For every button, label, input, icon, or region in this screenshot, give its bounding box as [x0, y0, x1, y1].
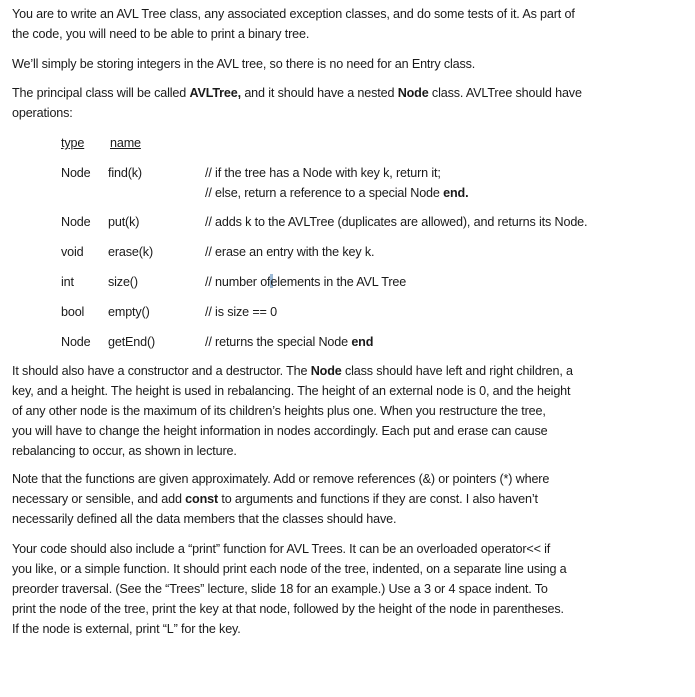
- op-description: [205, 185, 468, 201]
- text-segment: of any other node is the maximum of its children’s heights plus one. When you restructure the tree,: [12, 404, 546, 418]
- op-type: Node: [61, 335, 91, 349]
- text-segment: elements in the AVL Tree: [270, 275, 407, 289]
- op-name: erase(k): [108, 245, 153, 259]
- paragraph-1-line: [12, 56, 475, 72]
- paragraph-3-line: [12, 383, 570, 399]
- bold-text: end.: [443, 186, 469, 200]
- text-segment: Note that the functions are given approximately. Add or remove references (&) or pointers (*) where: [12, 472, 550, 486]
- op-name: size(): [108, 275, 138, 289]
- text-segment: The principal class will be called: [12, 86, 190, 100]
- op-description: [205, 165, 441, 181]
- table-header-type: type: [61, 136, 85, 150]
- op-type: Node: [61, 166, 91, 180]
- op-description: [205, 304, 277, 320]
- op-description: [205, 214, 587, 230]
- paragraph-4-line: [12, 471, 549, 487]
- text-segment: It should also have a constructor and a destructor. The: [12, 364, 311, 378]
- text-segment: class. AVLTree should have: [428, 86, 582, 100]
- text-segment: // adds k to the AVLTree (duplicates are allowed), and returns its Node.: [205, 215, 588, 229]
- text-segment: If the node is external, print “L” for the key.: [12, 622, 241, 636]
- op-type: int: [61, 275, 74, 289]
- paragraph-5-line: [12, 541, 550, 557]
- paragraph-5-line: [12, 601, 564, 617]
- paragraph-3-line: [12, 443, 237, 459]
- op-description: [205, 244, 374, 260]
- text-segment: necessarily defined all the data members that the classes should have.: [12, 512, 397, 526]
- op-name: put(k): [108, 215, 140, 229]
- bold-text: Node: [310, 364, 342, 378]
- op-name: getEnd(): [108, 335, 156, 349]
- text-segment: // else, return a reference to a special Node: [205, 186, 444, 200]
- paragraph-5-line: [12, 581, 548, 597]
- text-segment: preorder traversal. (See the “Trees” lecture, slide 18 for an example.) Use a 3 or 4 space indent. To: [12, 582, 548, 596]
- text-segment: print the node of the tree, print the key at that node, followed by the height of the node in parentheses.: [12, 602, 564, 616]
- text-segment: and it should have a nested: [240, 86, 398, 100]
- op-type: void: [61, 245, 84, 259]
- paragraph-5-line: [12, 621, 241, 637]
- paragraph-3-line: [12, 403, 546, 419]
- op-type: bool: [61, 305, 85, 319]
- paragraph-4-line: [12, 491, 538, 507]
- bold-text: AVLTree,: [189, 86, 241, 100]
- text-segment: to arguments and functions if they are const. I also haven’t: [218, 492, 538, 506]
- text-segment: // returns the special Node: [205, 335, 352, 349]
- op-name: find(k): [108, 166, 142, 180]
- op-type: Node: [61, 215, 91, 229]
- text-segment: class should have left and right children, a: [341, 364, 573, 378]
- text-segment: you will have to change the height information in nodes accordingly. Each put and erase can cause: [12, 424, 548, 438]
- paragraph-0-line: [12, 6, 575, 22]
- op-description: [205, 334, 373, 350]
- table-header-name: name: [110, 136, 141, 150]
- paragraph-3-line: [12, 363, 573, 379]
- text-segment: We’ll simply be storing integers in the AVL tree, so there is no need for an Entry class.: [12, 57, 476, 71]
- text-segment: rebalancing to occur, as shown in lecture.: [12, 444, 237, 458]
- paragraph-4-line: [12, 511, 396, 527]
- paragraph-5-line: [12, 561, 567, 577]
- text-segment: you like, or a simple function. It should print each node of the tree, indented, on a separate line using a: [12, 562, 567, 576]
- paragraph-0-line: [12, 26, 309, 42]
- text-segment: You are to write an AVL Tree class, any associated exception classes, and do some tests of it. As part of: [12, 7, 575, 21]
- text-segment: the code, you will need to be able to print a binary tree.: [12, 27, 310, 41]
- text-segment: operations:: [12, 106, 73, 120]
- paragraph-3-line: [12, 423, 548, 439]
- bold-text: end: [351, 335, 374, 349]
- text-segment: key, and a height. The height is used in rebalancing. The height of an external node is 0, and the height: [12, 384, 571, 398]
- text-segment: // is size == 0: [205, 305, 277, 319]
- paragraph-2-line: [12, 85, 582, 101]
- paragraph-2-line: [12, 105, 73, 121]
- bold-text: Node: [397, 86, 429, 100]
- op-description: [205, 274, 406, 290]
- text-segment: // if the tree has a Node with key k, return it;: [205, 166, 441, 180]
- text-segment: necessary or sensible, and add: [12, 492, 186, 506]
- text-segment: Your code should also include a “print” function for AVL Trees. It can be an overloaded operator<< if: [12, 542, 551, 556]
- op-name: empty(): [108, 305, 150, 319]
- text-segment: // number of: [205, 275, 271, 289]
- bold-text: const: [185, 492, 219, 506]
- text-segment: // erase an entry with the key k.: [205, 245, 375, 259]
